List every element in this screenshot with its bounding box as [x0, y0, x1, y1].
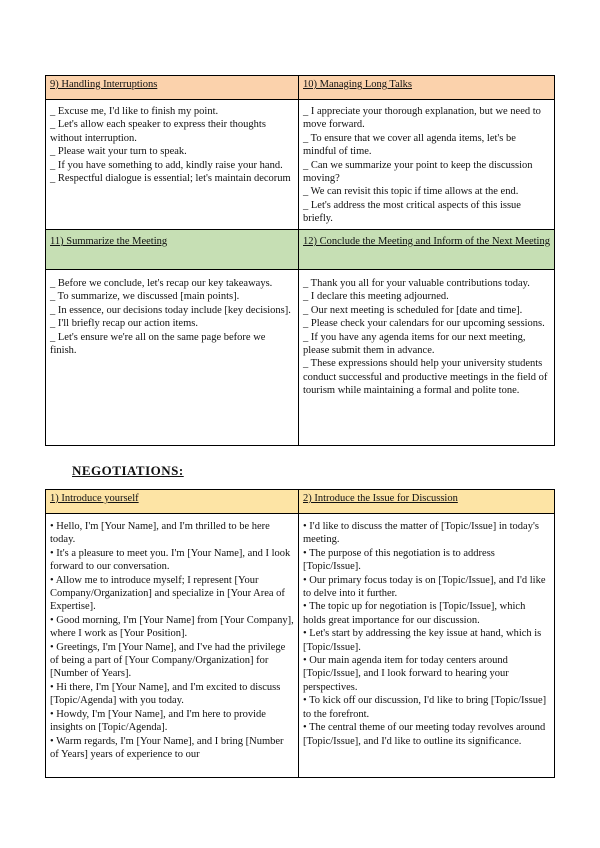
list-item: _ Thank you all for your valuable contributions today.: [303, 278, 530, 289]
list-item: _ I declare this meeting adjourned.: [303, 291, 449, 303]
header-cell: [299, 230, 555, 270]
table-row: [46, 100, 555, 230]
list-item: • The purpose of this negotiation is to address [Topic/Issue].: [303, 547, 495, 573]
list-item: _ Our next meeting is scheduled for [date and time].: [303, 304, 523, 316]
list-item: • Warm regards, I'm [Your Name], and I bring [Number of Years] years of experience to our: [50, 735, 284, 760]
introduce-yourself-heading: 1) Introduce yourself: [50, 493, 139, 504]
list-item: _ To ensure that we cover all agenda items, let's be mindful of time.: [303, 132, 516, 158]
header-cell: [46, 490, 299, 514]
list-item: _ If you have any agenda items for our next meeting, please submit them in advance.: [303, 331, 526, 357]
section-title: NEGOTIATIONS:: [72, 463, 184, 478]
introduce-issue-cell: [299, 514, 555, 778]
list-item: _ Can we summarize your point to keep the discussion moving?: [303, 159, 533, 185]
header-cell: [299, 76, 555, 100]
handling-interruptions-heading: 9) Handling Interruptions: [50, 79, 158, 90]
list-item: _ Let's ensure we're all on the same page before we finish.: [50, 331, 266, 357]
list-item: • Greetings, I'm [Your Name], and I've had the privilege of being a part of [Your Company/Organization] for [Number of Years].: [50, 641, 286, 680]
header-cell: [46, 76, 299, 100]
table-header-row: [46, 490, 555, 514]
meeting-phrases-table: [45, 75, 555, 446]
list-item: _ To summarize, we discussed [main points].: [50, 291, 240, 303]
introduce-issue-heading: 2) Introduce the Issue for Discussion: [303, 493, 458, 504]
list-item: _ Let's address the most critical aspects of this issue briefly.: [303, 199, 521, 225]
list-item: • Our primary focus today is on [Topic/Issue], and I'd like to delve into it further.: [303, 574, 546, 600]
list-item: • To kick off our discussion, I'd like to bring [Topic/Issue] to the forefront.: [303, 695, 547, 720]
managing-long-talks-heading: 10) Managing Long Talks: [303, 79, 413, 90]
list-item: _ These expressions should help your university students conduct successful and productive meetings in the field of tourism while maintaining a formal and polite tone.: [303, 358, 548, 397]
header-cell: [299, 490, 555, 514]
list-item: _ I'll briefly recap our action items.: [50, 318, 198, 330]
list-item: • Hello, I'm [Your Name], and I'm thrilled to be here today.: [50, 521, 270, 546]
summarize-meeting-cell: [46, 270, 299, 446]
header-cell: [46, 230, 299, 270]
list-item: _ Before we conclude, let's recap our key takeaways.: [50, 278, 273, 289]
list-item: • Good morning, I'm [Your Name] from [Your Company], where I work as [Your Position].: [50, 614, 294, 640]
list-item: • Our main agenda item for today centers around [Topic/Issue], and I look forward to hearing your perspectives.: [303, 655, 509, 693]
list-item: • Let's start by addressing the key issue at hand, which is [Topic/Issue].: [303, 628, 542, 653]
list-item: _ We can revisit this topic if time allows at the end.: [303, 186, 519, 198]
list-item: • The central theme of our meeting today revolves around [Topic/Issue], and I'd like to outline its significance.: [303, 722, 546, 747]
list-item: _ In essence, our decisions today include [key decisions].: [50, 304, 291, 316]
list-item: • The topic up for negotiation is [Topic/Issue], which holds great importance for our discussion.: [303, 601, 526, 626]
list-item: _ Let's allow each speaker to express their thoughts without interruption.: [50, 119, 266, 144]
list-item: _ Please check your calendars for our upcoming sessions.: [303, 318, 545, 330]
list-item: • I'd like to discuss the matter of [Topic/Issue] in today's meeting.: [303, 521, 539, 546]
managing-long-talks-cell: [299, 100, 555, 230]
table-header-row: [46, 76, 555, 100]
conclude-meeting-heading: 12) Conclude the Meeting and Inform of the Next Meeting: [303, 236, 550, 247]
list-item: _ Please wait your turn to speak.: [50, 146, 187, 158]
list-item: • Allow me to introduce myself; I represent [Your Company/Organization] and specialize in [Your Area of Expertise].: [50, 574, 285, 613]
handling-interruptions-cell: [46, 100, 299, 230]
list-item: _ I appreciate your thorough explanation, but we need to move forward.: [303, 106, 541, 131]
list-item: • Hi there, I'm [Your Name], and I'm excited to discuss [Topic/Agenda] with you today.: [50, 681, 281, 707]
introduce-yourself-cell: [46, 514, 299, 778]
list-item: • It's a pleasure to meet you. I'm [Your Name], and I look forward to our conversation.: [50, 547, 291, 573]
list-item: _ Excuse me, I'd like to finish my point.: [50, 106, 219, 117]
table-header-row: [46, 230, 555, 270]
list-item: • Howdy, I'm [Your Name], and I'm here to provide insights on [Topic/Agenda].: [50, 708, 266, 734]
table-row: [46, 514, 555, 778]
conclude-meeting-cell: [299, 270, 555, 446]
summarize-meeting-heading: 11) Summarize the Meeting: [50, 236, 168, 247]
list-item: _ Respectful dialogue is essential; let's maintain decorum: [50, 173, 291, 185]
list-item: _ If you have something to add, kindly raise your hand.: [50, 159, 283, 171]
negotiations-table: [45, 489, 555, 778]
table-row: [46, 270, 555, 446]
